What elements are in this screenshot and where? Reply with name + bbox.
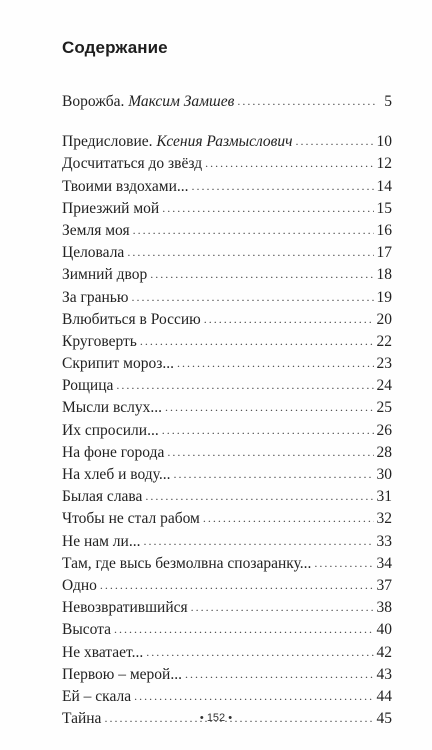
toc-entry-title [62,198,159,220]
toc-entry-title-text: Высота [62,621,112,639]
toc-entry-title [62,531,140,553]
toc-entry-title [62,664,182,686]
dot-leader [165,396,374,418]
toc-entry-page-number: 22 [376,332,392,350]
toc-entry-title [62,420,159,442]
dot-leader [134,685,373,707]
toc-entry-page-number: 37 [376,576,392,594]
toc-entry-title-text: Ей – скала [62,687,132,705]
toc-entry-title [62,575,97,597]
dot-leader [127,241,373,263]
toc-entry-page-number: 40 [376,621,392,639]
toc-entry [62,287,392,309]
toc-entry-page-number: 14 [376,177,392,195]
toc-entry [62,242,392,264]
toc-entry-author: Максим Замшев [128,93,235,110]
toc-entry-title-text: Мысли вслух... [62,399,162,417]
toc-entry [62,131,392,153]
dot-leader [150,263,373,285]
toc-entry [62,397,392,419]
toc-entry-title [62,331,137,353]
toc-entry-title-text: Одно [62,576,97,594]
toc-entry [62,464,392,486]
dot-leader [100,574,374,596]
toc-entry-page-number: 44 [376,687,392,705]
toc-entry-page-number: 31 [376,488,392,506]
toc-entry-title-text: Влюбиться в Россию [62,310,201,328]
toc-entry [62,553,392,575]
toc-entry [62,531,392,553]
toc-entry-title [62,486,142,508]
dot-leader [133,219,374,241]
dot-leader [203,507,374,529]
toc-entry-page-number: 25 [376,399,392,417]
dot-leader [143,530,373,552]
toc-entry-page-number: 10 [376,133,392,151]
toc-entry-page-number: 28 [376,443,392,461]
toc-entry-page-number: 16 [376,221,392,239]
toc-entry-title [62,686,131,708]
dot-leader [191,596,374,618]
toc-entry-title [62,464,170,486]
toc-entry-page-number: 43 [376,665,392,683]
toc-entry-title [62,131,293,153]
toc-entry-title-text: Приезжий мой [62,199,160,217]
toc-entry-title-text: На хлеб и воду... [62,466,171,483]
toc-entry-page-number: 24 [376,377,392,395]
toc-entry-title [62,597,188,619]
toc-entry-title-text: Былая слава [62,488,143,506]
toc-entry [62,420,392,442]
toc-entry [62,198,392,220]
dot-leader [145,485,373,507]
table-of-contents [62,91,392,730]
toc-entry-title-text: Зимний двор [62,266,148,284]
toc-entry-title [62,287,128,309]
dot-leader [296,130,374,152]
toc-entry [62,597,392,619]
toc-entry-page-number: 34 [376,554,392,572]
toc-entry-title [62,153,202,175]
toc-entry-title [62,375,113,397]
toc-entry-page-number: 33 [376,532,392,550]
toc-entry-page-number: 18 [376,266,392,284]
toc-entry-page-number: 23 [376,355,392,373]
toc-entry-page-number: 30 [376,466,392,483]
toc-entry-title-text: Рощица [62,377,114,395]
dot-leader [167,441,373,463]
toc-entry-title [62,508,200,530]
dot-leader [162,197,373,219]
dot-leader [173,463,373,485]
toc-entry [62,309,392,331]
toc-entry-title [62,397,162,419]
toc-entry-title-text: Круговерть [62,332,137,350]
toc-entry-title [62,220,130,242]
toc-entry [62,91,392,113]
toc-entry [62,331,392,353]
toc-entry [62,486,392,508]
toc-entry-title-text: Тайна [62,710,102,728]
toc-entry-title-text: Земля моя [62,221,130,239]
dot-leader [205,152,373,174]
toc-entry-title-text: За гранью [62,288,129,306]
toc-entry-title [62,642,143,664]
dot-leader [177,352,374,374]
toc-entry-page-number: 26 [376,421,392,439]
toc-entry-page-number: 12 [376,155,392,173]
toc-entry-page-number: 17 [376,244,392,262]
toc-entry-title [62,353,174,375]
toc-entry-title-text: Невозвратившийся [62,599,188,617]
toc-entry [62,264,392,286]
toc-entry [62,442,392,464]
dot-leader [131,286,373,308]
toc-entry-title [62,176,189,198]
toc-entry [62,619,392,641]
toc-entry-title-text: Первою – мерой... [62,665,182,683]
toc-entry [62,220,392,242]
toc-entry-title [62,442,164,464]
toc-entry [62,664,392,686]
dot-leader [114,618,373,640]
toc-entry [62,153,392,175]
toc-entry-title [62,242,124,264]
toc-entry-page-number: 15 [376,199,392,217]
toc-entry-title-text: Не нам ли... [62,532,141,550]
dot-leader [237,90,375,112]
page-title: Содержание [62,38,168,57]
dot-leader [146,641,373,663]
dot-leader [185,663,374,685]
toc-entry-title-text: Чтобы не стал рабом [62,510,200,528]
toc-entry-title [62,91,234,113]
toc-entry [62,508,392,530]
dot-leader [162,419,374,441]
toc-entry-title-text: Досчитаться до звёзд [62,155,203,173]
toc-entry [62,375,392,397]
toc-entry-title [62,553,311,575]
toc-entry-title-text: Целовала [62,244,125,262]
toc-entry-page-number: 42 [376,643,392,661]
toc-entry [62,575,392,597]
toc-entry [62,642,392,664]
toc-entry-title-text: Ворожба. [62,93,129,110]
toc-entry-title-text: На фоне города [62,443,165,461]
toc-entry-title [62,309,201,331]
toc-entry-title-text: Скрипит мороз... [62,355,174,373]
toc-entry-page-number: 19 [376,288,392,306]
toc-entry-page-number: 38 [376,599,392,617]
toc-entry-page-number: 45 [376,710,392,728]
toc-entry-page-number: 32 [376,510,392,528]
toc-entry-title-text: Не хватает... [62,643,144,661]
dot-leader [314,552,373,574]
toc-entry-title-text: Там, где высь безмолвна спозаранку... [62,554,312,572]
toc-entry-page-number: 20 [376,310,392,328]
toc-entry [62,176,392,198]
toc-entry-title [62,264,147,286]
toc-entry-title-text: Твоими вздохами... [62,177,189,195]
dot-leader [204,308,374,330]
toc-entry [62,353,392,375]
dot-leader [116,374,373,396]
page-number: • 152 • [199,712,233,724]
dot-leader [192,175,374,197]
toc-entry-title-text: Предисловие. [62,133,157,151]
toc-entry-title [62,619,111,641]
toc-entry [62,686,392,708]
dot-leader [140,330,374,352]
toc-entry-title-text: Их спросили... [62,421,159,439]
toc-entry-page-number: 5 [384,93,392,110]
toc-entry-author: Ксения Размыслович [156,133,293,151]
